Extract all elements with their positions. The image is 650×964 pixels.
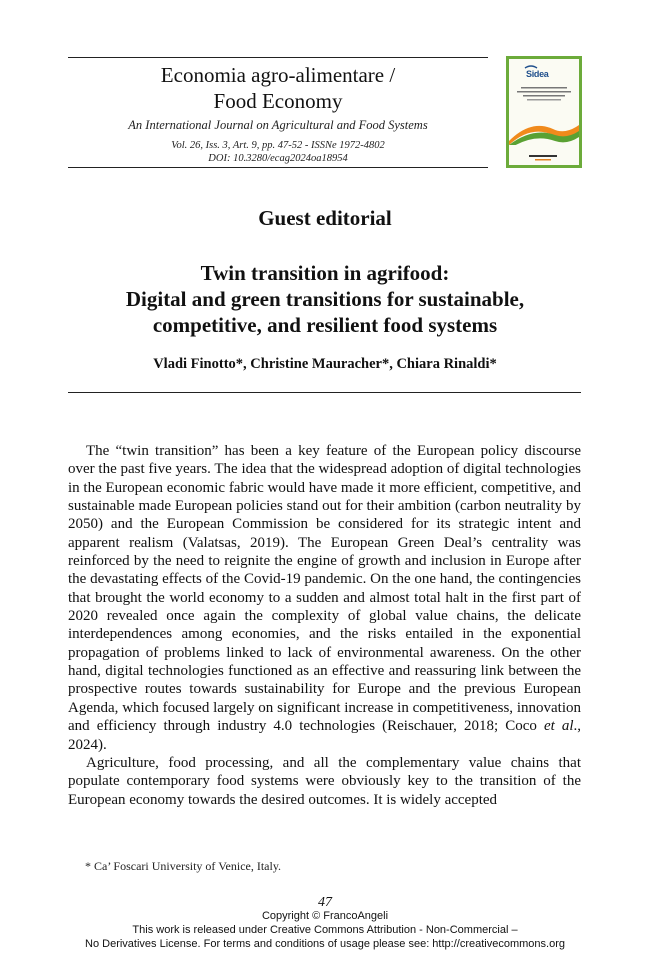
journal-title-line1: Economia agro-alimentare / — [160, 63, 396, 87]
header-bottom-rule — [68, 167, 488, 168]
article-title-line2: Digital and green transitions for sustainable, — [125, 287, 525, 311]
cover-text-lines — [513, 85, 575, 115]
article-title — [40, 260, 610, 338]
sidea-logo-icon — [523, 65, 563, 79]
journal-subtitle: An International Journal on Agricultural and Food Systems — [128, 118, 428, 132]
svg-text:Sidea: Sidea — [526, 69, 549, 79]
paragraph-1-text: The “twin transition” has been a key feature of the European policy discourse over the past five years. The idea that the widespread adoption of digital technologies in the European economic fabric would have made it more efficient, competitive, and sustainable made European policies stand out for their ambition (carbon neutrality by 2050) and the European Commission be considered for its strategic intent and apparent realism (Valatsas, 2019). The European Green Deal’s centrality was reinforced by the need to reignite the engine of growth and inclusion in Europe after the devastating effects of the Covid-19 pandemic. On the one hand, the contingencies that brought the world economy to a sudden and almost total halt in the first part of 2020 revealed once again the complexity of global value chains, the delicate interdependences among economies, and the risks entailed in the exponential propagation of problems linked to lack of environmental awareness. On the other hand, digital technologies functioned as an effective and reassuring link between the prospective routes towards sustainability for Europe and the previous European Agenda, which focused largely on significant increase in competitiveness, innovation and efficiency through industry 4.0 technologies (Reischauer, 2018; Coco — [68, 443, 581, 735]
license-line-1: This work is released under Creative Commons Attribution - Non-Commercial – — [132, 924, 518, 936]
cover-title-text — [513, 85, 575, 117]
cover-publisher — [523, 153, 563, 164]
license-line-2: No Derivatives License. For terms and conditions of usage please see: http://creativecommons.org — [85, 938, 565, 950]
cover-logo — [523, 65, 561, 79]
paragraph-1-text-end: ., 2024). — [68, 718, 581, 753]
header-top-rule — [68, 57, 488, 58]
article-authors: Vladi Finotto*, Christine Mauracher*, Chiara Rinaldi* — [153, 356, 497, 372]
journal-cover-image — [506, 56, 582, 168]
article-body — [68, 442, 581, 809]
journal-doi: DOI: 10.3280/ecag2024oa18954 — [208, 153, 348, 164]
article-title-line1: Twin transition in agrifood: — [200, 261, 450, 285]
article-title-line3: competitive, and resilient food systems — [152, 313, 498, 337]
cover-wave-graphic — [509, 115, 579, 145]
copyright-line: Copyright © FrancoAngeli — [261, 910, 389, 922]
publisher-logo-icon — [523, 153, 563, 163]
title-separator-rule — [68, 392, 581, 393]
journal-cover-inner — [509, 59, 579, 165]
paragraph-1 — [68, 442, 581, 754]
paragraph-1-emphasis: et al — [543, 718, 574, 735]
paragraph-2: Agriculture, food processing, and all the complementary value chains that populate contemporary food systems were obviously key to the transition of the European economy towards the desired outcomes. It is widely accepted — [68, 754, 581, 808]
journal-volume-info: Vol. 26, Iss. 3, Art. 9, pp. 47-52 - ISSNe 1972-4802 — [171, 140, 385, 151]
journal-title-line2: Food Economy — [213, 89, 343, 113]
section-heading: Guest editorial — [258, 206, 392, 230]
author-affiliation-footnote: * Ca’ Foscari University of Venice, Italy. — [85, 859, 282, 873]
page-number: 47 — [318, 895, 332, 910]
